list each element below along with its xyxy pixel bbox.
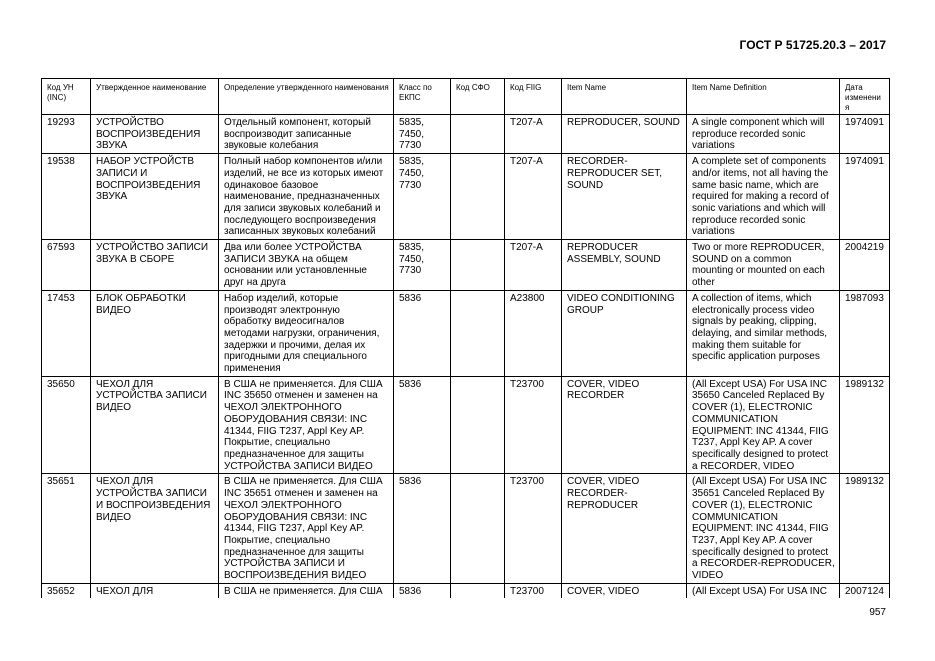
cell-class: 5836 xyxy=(394,474,451,583)
cell-item-definition: (All Except USA) For USA INC 35650 Canceled Replaced By COVER (1), ELECTRONIC COMMUNICATION EQUIPMENT: INC 41344, FIIG T237, Appl Key AP. A cover specifically designed to protect a RECORDER, VIDEO xyxy=(687,376,840,474)
document-header: ГОСТ Р 51725.20.3 – 2017 xyxy=(739,38,886,52)
cell-name: БЛОК ОБРАБОТКИ ВИДЕО xyxy=(91,290,219,376)
cell-date: 2004219 xyxy=(840,240,890,291)
cell-item-name: RECORDER-REPRODUCER SET, SOUND xyxy=(562,154,687,240)
cell-fiig: T23700 xyxy=(505,474,562,583)
cell-item-name: COVER, VIDEO xyxy=(562,583,687,598)
cell-item-definition: A complete set of components and/or items, not all having the same basic name, which are required for making a record of sonic variations and which will reproduce recorded sonic variations xyxy=(687,154,840,240)
page-number: 957 xyxy=(869,607,886,618)
cell-item-definition: (All Except USA) For USA INC 35651 Canceled Replaced By COVER (1), ELECTRONIC COMMUNICATION EQUIPMENT: INC 41344, FIIG T237, Appl Key AP. A cover specifically designed to protect a RECORDER-REPRODUCER, VIDEO xyxy=(687,474,840,583)
column-header: Код УН (INC) xyxy=(42,79,91,115)
cell-sfo xyxy=(451,154,505,240)
cell-sfo xyxy=(451,583,505,598)
table-header-row xyxy=(42,79,890,115)
cell-name: ЧЕХОЛ ДЛЯ xyxy=(91,583,219,598)
cell-sfo xyxy=(451,376,505,474)
cell-fiig: T207-A xyxy=(505,115,562,154)
cell-inc: 19293 xyxy=(42,115,91,154)
cell-name: УСТРОЙСТВО ВОСПРОИЗВЕДЕНИЯ ЗВУКА xyxy=(91,115,219,154)
cell-sfo xyxy=(451,474,505,583)
cell-item-definition: A collection of items, which electronically process video signals by peaking, clipping, delaying, and similar methods, making them suitable for specific application purposes xyxy=(687,290,840,376)
table-row xyxy=(42,154,890,240)
table-row xyxy=(42,115,890,154)
column-header: Item Name xyxy=(562,79,687,115)
cell-date: 1987093 xyxy=(840,290,890,376)
cell-item-name: COVER, VIDEO RECORDER xyxy=(562,376,687,474)
cell-fiig: T207-A xyxy=(505,154,562,240)
cell-name: НАБОР УСТРОЙСТВ ЗАПИСИ И ВОСПРОИЗВЕДЕНИЯ ЗВУКА xyxy=(91,154,219,240)
column-header: Утвержденное наименование xyxy=(91,79,219,115)
column-header: Класс по ЕКПС xyxy=(394,79,451,115)
cell-definition: Два или более УСТРОЙСТВА ЗАПИСИ ЗВУКА на общем основании или установленные друг на друга xyxy=(219,240,394,291)
cell-date: 1974091 xyxy=(840,115,890,154)
cell-class: 5835, 7450, 7730 xyxy=(394,154,451,240)
cell-sfo xyxy=(451,290,505,376)
cell-class: 5836 xyxy=(394,290,451,376)
cell-item-definition: Two or more REPRODUCER, SOUND on a common mounting or mounted on each other xyxy=(687,240,840,291)
cell-definition: Набор изделий, которые производят электронную обработку видеосигналов методами нагрузки, ограничения, задержки и прочими, делая их пригодными для специального применения xyxy=(219,290,394,376)
cell-sfo xyxy=(451,240,505,291)
catalog-table xyxy=(41,78,890,598)
cell-definition: В США не применяется. Для США xyxy=(219,583,394,598)
cell-class: 5835, 7450, 7730 xyxy=(394,240,451,291)
table-row xyxy=(42,240,890,291)
cell-inc: 19538 xyxy=(42,154,91,240)
cell-date: 1989132 xyxy=(840,376,890,474)
cell-definition: В США не применяется. Для США INC 35651 отменен и заменен на ЧЕХОЛ ЭЛЕКТРОННОГО ОБОРУДОВАНИЯ СВЯЗИ: INC 41344, FIIG T237, Appl Key AP. Покрытие, специально предназначенное для защиты УСТРОЙСТВА ЗАПИСИ И ВОСПРОИЗВЕДЕНИЯ ВИДЕО xyxy=(219,474,394,583)
cell-name: ЧЕХОЛ ДЛЯ УСТРОЙСТВА ЗАПИСИ И ВОСПРОИЗВЕДЕНИЯ ВИДЕО xyxy=(91,474,219,583)
cell-inc: 35650 xyxy=(42,376,91,474)
cell-definition: В США не применяется. Для США INC 35650 отменен и заменен на ЧЕХОЛ ЭЛЕКТРОННОГО ОБОРУДОВАНИЯ СВЯЗИ: INC 41344, FIIG T237, Appl Key AP. Покрытие, специально предназначенное для защиты УСТРОЙСТВА ЗАПИСИ ВИДЕО xyxy=(219,376,394,474)
cell-class: 5835, 7450, 7730 xyxy=(394,115,451,154)
cell-date: 1974091 xyxy=(840,154,890,240)
column-header: Код FIIG xyxy=(505,79,562,115)
column-header: Определение утвержденного наименования xyxy=(219,79,394,115)
cell-definition: Полный набор компонентов и/или изделий, не все из которых имеют одинаковое базовое наименование, предназначенных для записи звуковых колебаний и последующего воспроизведения записанных звуковых колебаний xyxy=(219,154,394,240)
table-row xyxy=(42,376,890,474)
column-header: Item Name Definition xyxy=(687,79,840,115)
cell-definition: Отдельный компонент, который воспроизводит записанные звуковые колебания xyxy=(219,115,394,154)
cell-item-definition: A single component which will reproduce recorded sonic variations xyxy=(687,115,840,154)
cell-fiig: T23700 xyxy=(505,583,562,598)
cell-fiig: T207-A xyxy=(505,240,562,291)
cell-item-name: COVER, VIDEO RECORDER-REPRODUCER xyxy=(562,474,687,583)
cell-inc: 67593 xyxy=(42,240,91,291)
cell-date: 2007124 xyxy=(840,583,890,598)
cell-class: 5836 xyxy=(394,376,451,474)
cell-inc: 35651 xyxy=(42,474,91,583)
table-row xyxy=(42,474,890,583)
cell-item-name: REPRODUCER, SOUND xyxy=(562,115,687,154)
cell-inc: 17453 xyxy=(42,290,91,376)
table-row xyxy=(42,583,890,598)
cell-sfo xyxy=(451,115,505,154)
cell-class: 5836 xyxy=(394,583,451,598)
cell-name: УСТРОЙСТВО ЗАПИСИ ЗВУКА В СБОРЕ xyxy=(91,240,219,291)
cell-item-definition: (All Except USA) For USA INC xyxy=(687,583,840,598)
cell-inc: 35652 xyxy=(42,583,91,598)
cell-name: ЧЕХОЛ ДЛЯ УСТРОЙСТВА ЗАПИСИ ВИДЕО xyxy=(91,376,219,474)
cell-item-name: VIDEO CONDITIONING GROUP xyxy=(562,290,687,376)
cell-fiig: T23700 xyxy=(505,376,562,474)
cell-fiig: A23800 xyxy=(505,290,562,376)
column-header: Код СФО xyxy=(451,79,505,115)
cell-item-name: REPRODUCER ASSEMBLY, SOUND xyxy=(562,240,687,291)
cell-date: 1989132 xyxy=(840,474,890,583)
table-row xyxy=(42,290,890,376)
column-header: Дата изменения xyxy=(840,79,890,115)
